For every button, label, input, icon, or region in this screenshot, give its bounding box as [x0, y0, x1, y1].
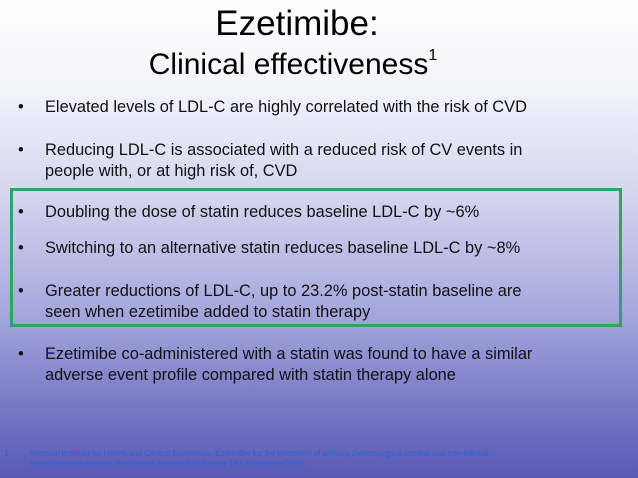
footnote-number: 1.	[4, 449, 11, 458]
bullet-line: Elevated levels of LDL-C are highly correlated with the risk of CVD	[45, 98, 527, 116]
bullet-line: adverse event profile compared with statin therapy alone	[45, 366, 456, 384]
bullet-line: Doubling the dose of statin reduces baseline LDL-C by ~6%	[45, 203, 480, 221]
slide-subtitle-text: Clinical effectiveness	[148, 48, 429, 81]
bullet-dot: •	[18, 141, 24, 159]
bullet-text	[45, 140, 605, 182]
bullet-text	[45, 97, 605, 118]
bullet-text	[45, 344, 605, 386]
bullet-dot: •	[18, 98, 24, 116]
footnote-line: National Institute for Health and Clinical Excellence. Ezetimibe for the treatment of primary (heterozygous-familial and non-familial)	[30, 449, 492, 458]
bullet-dot: •	[18, 203, 24, 221]
bullet-line: Switching to an alternative statin reduces baseline LDL-C by ~8%	[45, 239, 521, 257]
bullet-line: Reducing LDL-C is associated with a reduced risk of CV events in	[45, 141, 523, 159]
footnote-text	[30, 449, 590, 469]
bullet-dot: •	[18, 239, 24, 257]
bullet-line: Ezetimibe co-administered with a statin was found to have a similar	[45, 345, 533, 363]
slide-title	[0, 4, 616, 44]
bullet-dot: •	[18, 345, 24, 363]
bullet-line: people with, or at high risk of, CVD	[45, 162, 298, 180]
footnote-reference: 1	[428, 47, 438, 64]
highlight-box	[10, 188, 622, 327]
bullet-line: Greater reductions of LDL-C, up to 23.2% post-statin baseline are	[45, 282, 522, 300]
footnote-line: hypercholesterolaemia. Technology Appraisal Guidance 132. November 2007.	[30, 459, 307, 468]
slide-subtitle	[0, 46, 612, 84]
bullet-line: seen when ezetimibe added to statin therapy	[45, 303, 371, 321]
slide-title-text: Ezetimibe:	[215, 4, 379, 43]
bullet-dot: •	[18, 282, 24, 300]
